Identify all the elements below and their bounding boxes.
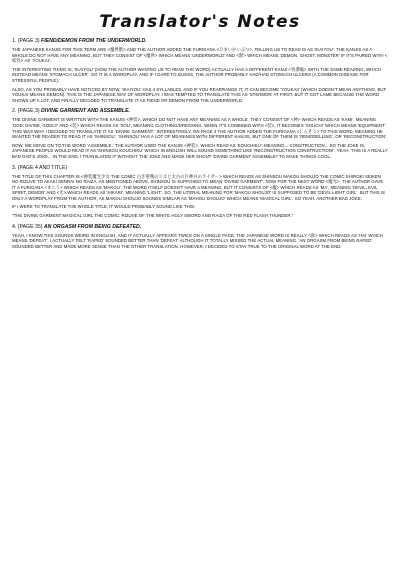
section-heading [12, 165, 388, 171]
title-translation-quote: "THE DIVINE GARMENT MAGICAL GIRL THE COMIC: RIZUVE OF THE WHITE HOLY SWORD AND RAIZA OF THE RED FLASH THUNDER." [12, 213, 294, 219]
section-heading [12, 38, 388, 44]
note-section-2 [12, 108, 388, 159]
section-paragraph: YEAH, I KNOW THIS SOUNDS WEIRD IN ENGLISH, AND IT ACTUALLY APPEARS TWICE ON A SINGLE PAGE. THE JAPANESE WORD IS REALLY <敗> WHICH READS AS 'HAI' WHICH MEANS 'DEFEAT'. I ACTUALLY FELT 'RAPED' SOUNDED BETTER THAN 'DEFEAT' ALTHOUGH IT TOTALLY MISSED THE ACTUAL MEANING. 'AN ORGASM FROM BEING RAPED' SOUNDED BETTER AND MADE MORE SENSE THAN THE OTHER TRANSLATION. HOWEVER, I DECIDED TO STAY TRUE TO THE ORIGINAL WORD AT THE END. [12, 232, 384, 249]
section-paragraph: THE TITLE OF THIS CHAPTER IS <神装魔光少女 THE COMIC 白き聖剣のリズと太古の巨神兵のライザー> WHICH READS AS SHINSOU MAKOU SHOUJO THE COMIC SHIROKI SEIKEN NO RIZUVE TO AKAKI SENRAI NO RAIZA. AS MENTIONED ABOVE, SHINSOU IS SUPPOSED TO MEAN 'DIVINE GARMENT'. NOW FOR THE NEXT WORD <魔光>, THE AUTHOR GAVE IT A FURIGANA <まこう> WHICH READS AS 'MAKOU'. THE WORD ITSELF DOESN'T HAVE A MEANING, BUT IT CONSISTS OF <魔> WHICH READS AS 'MA', MEANING 'DEVIL, EVIL SPIRIT, DEMON' AND <光> WHICH READS AS 'HIKARI', MEANING 'LIGHT'. SO, THE LITERAL MEANING FOR 'MAKOU SHOUJO' IS SUPPOSED TO BE 'DEVIL LIGHT GIRL'. BUT THIS IS ONLY A WORDPLAY FROM THE AUTHOR, AS MAKOU SHOUJO SOUNDS SIMILAR AS 'MAHOU SHOUJO' WHICH MEANS 'MAGICAL GIRL'. SO YEAH, ANOTHER BAD JOKE. [12, 173, 386, 201]
section-paragraph: THE DIVINE GARMENT IS WRITTEN WITH THE KANJIS <神装>, WHICH DO NOT HAVE ANY MEANING AS A WHOLE. THEY CONSIST OF <神> WHICH READS AS 'KAMI', MEANING 'GOD, DIVINE, GODLY' AND <装> WHICH READS AS 'SOU', MEANING CLOTHING/DRESSING. WHEN IT'S COMBINED WITH <装>, IT BECOMES 'SOUCHI' WHICH MEANS 'EQUIPMENT'. THIS WAS WHY I DECIDED TO TRANSLATE IT AS 'DIVINE GARMENT'. INTERESTINGLY, ON PAGE 4 THE AUTHOR ADDED THE FURIGANA <しんそう> TO THIS WORD, MEANING HE WANTED THE READER TO READ IT AS 'SHINSOU'. 'SHINSOU' HAS A LOT OF MEANINGS WITH DIFFERENT KANJIS, BUT ONE OF THEM IS 'REMODELLING', OR 'RECONSTRUCTION'. [12, 117, 388, 140]
section-paragraph: ALSO, AS YOU PROBABLY HAVE NOTICED BY NOW, 'IKAIYOU' HAS 4 SYLLABLES, AND IF YOU REARRANGE IT, IT CAN BECOME 'YOUKAII' (WHICH DOESN'T MEAN ANYTHING, BUT YOUKAI MEANS DEMON). THIS IS THE JAPANESE WAY OF WORDPLAY. I WAS TEMPTED TO TRANSLATE THIS AS 'STERMON' AT FIRST, BUT IT GOT LAME BECAUSE THE WORD SHOWS UP A LOT, AND FINALLY DECIDED TO TRANSLATE IT AS FIEND OR DEMON FROM THE UNDERWORLD. [12, 86, 387, 103]
note-section-3 [12, 165, 388, 219]
section-paragraph: THE INTERESTING THING IS, 'IKAIYOU' (HOW THE AUTHOR WANTED US TO READ THE WORD) ACTUALLY HAS A DIFFERENT KANJI <胃潰瘍> WITH THE SAME READING, WHICH INSTEAD MEANS 'STOMACH ULCER'. SO IT IS A WORDPLAY, AND IF I DARE TO GUESS, THE AUTHOR PROBABLY HAD/HAD STOMACH ULCERS (A COMMON DISEASE FOR STRESSFUL PEOPLE). [12, 66, 381, 83]
section-heading-prefix: 3. (PAGE 4 AND TITLE) [12, 164, 68, 171]
section-heading-title: DIVINE GARMENT AND ASSEMBLE. [41, 108, 130, 115]
section-heading-title: AN ORGASM FROM BEING DEFEATED. [43, 223, 142, 230]
section-heading-prefix: 1. (PAGE 3) [12, 38, 42, 44]
section-heading [12, 224, 388, 230]
section-paragraph: NOW, WE MOVE ON TO THE WORD 'ASSEMBLE.' THE AUTHOR USED THE KANJIS <神装>, WHICH READ AS 'KOUCHIKU', MEANING... CONSTRUCTION... SO THE JOKE IS, JAPANESE PEOPLE WOULD READ IT AS 'SHINSOU KOUCHIKU' WHICH IN ENGLISH WILL SOUND SOMETHING LIKE 'RECONSTRUCTION CONSTRUCTION!'. YEAH, THIS IS A REALLY BAD DAD'S JOKE... IN THE END, I TRANSLATED IT WITHOUT THE JOKE AND MADE HER SHOUT 'DIVINE GARMENT ASSEMBLE!' TO MAKE THINGS COOL. [12, 142, 388, 159]
section-heading-prefix: 4. (PAGE 35) [12, 223, 44, 230]
note-section-4 [12, 224, 388, 250]
section-heading-prefix: 2. (PAGE 3) [12, 108, 42, 115]
section-paragraph: THE JAPANESE KANJIS FOR THIS TERM ARE <魔界獣> AND THE AUTHOR ADDED THE FURIGANA <ひまいかいぶつ>, TELLING US TO READ IS AS 'IKAIYOU'. THE KANJIS AS A WHOLE DO NOT HAVE ANY MEANING, BUT THEY CONSIST OF <魔界> WHICH MEANS 'UNDERWORLD' AND <獣> WHICH MEANS 'DEMON, GHOST, MONSTER' IF IT'S PAIRED WITH <妖怪> AS 'YOUKAI'. [12, 47, 388, 64]
section-heading-title: FIEND/DEMON FROM THE UNDERWORLD. [41, 38, 147, 44]
section-paragraph: IF I WERE TO TRANSLATE THE WHOLE TITLE, IT WOULD PROBABLY SOUND LIKE THIS: [12, 204, 196, 210]
page-title: Translator's Notes [99, 12, 301, 32]
section-heading [12, 108, 388, 114]
note-section-1 [12, 38, 388, 103]
